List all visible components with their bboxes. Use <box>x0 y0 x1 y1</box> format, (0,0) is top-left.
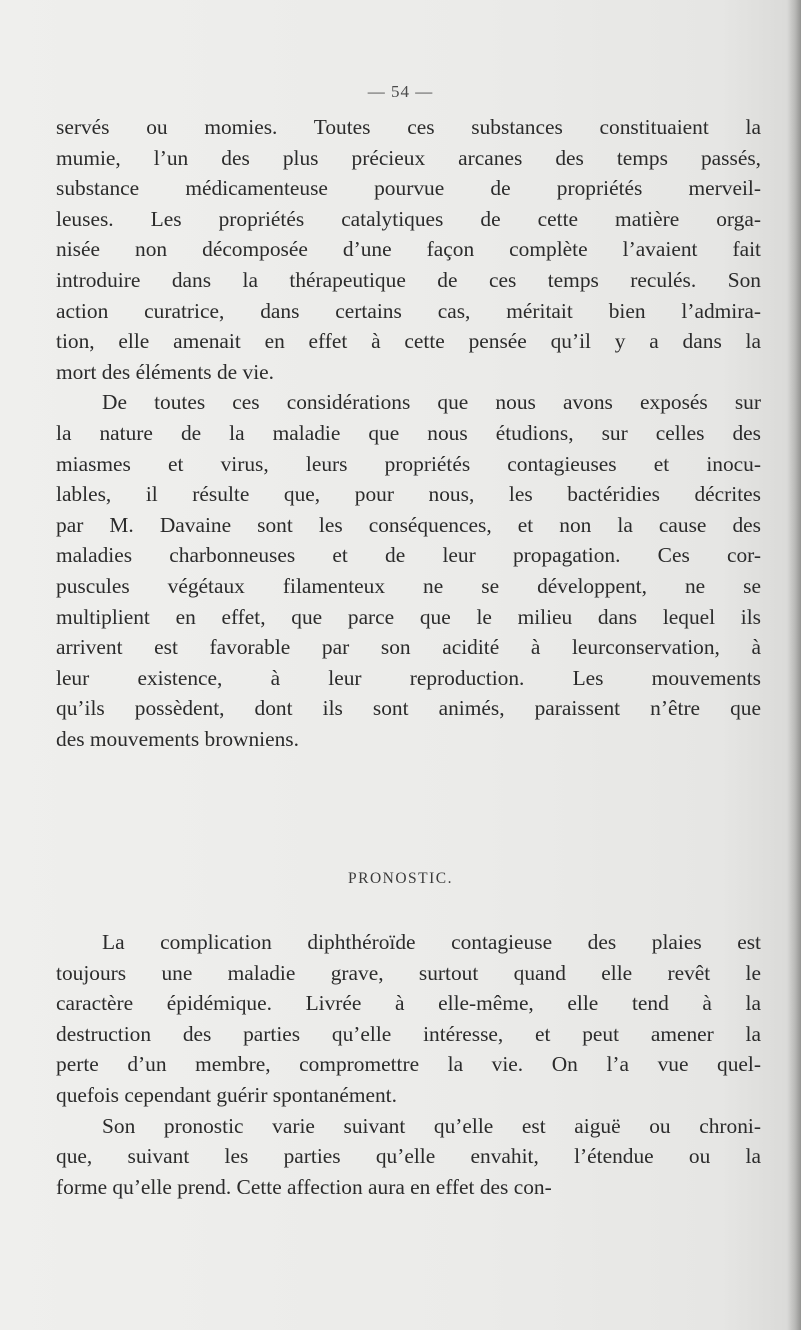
text-line: leuses. Les propriétés catalytiques de cette matière orga- <box>56 206 761 231</box>
text-line: puscules végétaux filamenteux ne se développent, ne se <box>56 573 761 598</box>
text-line: par M. Davaine sont les conséquences, et non la cause des <box>56 512 761 537</box>
text-line: multiplient en effet, que parce que le milieu dans lequel ils <box>56 604 761 629</box>
text-block-before-heading <box>56 112 761 754</box>
text-line: mumie, l’un des plus précieux arcanes des temps passés, <box>56 145 761 170</box>
text-line: lables, il résulte que, pour nous, les bactéridies décrites <box>56 482 761 507</box>
page-edge-shadow <box>787 0 801 1330</box>
text-line: Son pronostic varie suivant qu’elle est aiguë ou chroni- <box>102 1113 761 1138</box>
text-line: que, suivant les parties qu’elle envahit, l’étendue ou la <box>56 1144 761 1169</box>
text-line: quefois cependant guérir spontanément. <box>56 1082 397 1107</box>
text-line: action curatrice, dans certains cas, méritait bien l’admira- <box>56 298 761 323</box>
text-line: nisée non décomposée d’une façon complète l’avaient fait <box>56 237 761 262</box>
text-line: maladies charbonneuses et de leur propagation. Ces cor- <box>56 543 761 568</box>
text-line: tion, elle amenait en effet à cette pensée qu’il y a dans la <box>56 329 761 354</box>
text-line: mort des éléments de vie. <box>56 359 275 384</box>
text-line: destruction des parties qu’elle intéresse, et peut amener la <box>56 1021 761 1046</box>
text-line: De toutes ces considérations que nous avons exposés sur <box>102 390 761 415</box>
text-line: caractère épidémique. Livrée à elle-même, elle tend à la <box>56 991 761 1016</box>
text-line: qu’ils possèdent, dont ils sont animés, paraissent n’être que <box>56 696 761 721</box>
page-number: — 54 — <box>367 82 434 101</box>
text-line: la nature de la maladie que nous étudions, sur celles des <box>56 420 761 445</box>
text-block-after-heading <box>56 927 761 1202</box>
section-heading: PRONOSTIC. <box>347 870 453 887</box>
text-line: arrivent est favorable par son acidité à leurconservation, à <box>56 635 761 660</box>
text-line: des mouvements browniens. <box>56 726 299 751</box>
text-line: perte d’un membre, compromettre la vie. On l’a vue quel- <box>56 1052 761 1077</box>
text-line: toujours une maladie grave, surtout quand elle revêt le <box>56 960 761 985</box>
text-line: forme qu’elle prend. Cette affection aura en effet des con- <box>56 1174 552 1199</box>
text-line: leur existence, à leur reproduction. Les mouvements <box>56 665 761 690</box>
text-line: introduire dans la thérapeutique de ces temps reculés. Son <box>56 267 761 292</box>
text-line: La complication diphthéroïde contagieuse des plaies est <box>102 930 761 954</box>
text-line: servés ou momies. Toutes ces substances constituaient la <box>56 115 761 139</box>
text-line: substance médicamenteuse pourvue de propriétés merveil- <box>56 176 761 201</box>
text-line: miasmes et virus, leurs propriétés contagieuses et inocu- <box>56 451 761 476</box>
